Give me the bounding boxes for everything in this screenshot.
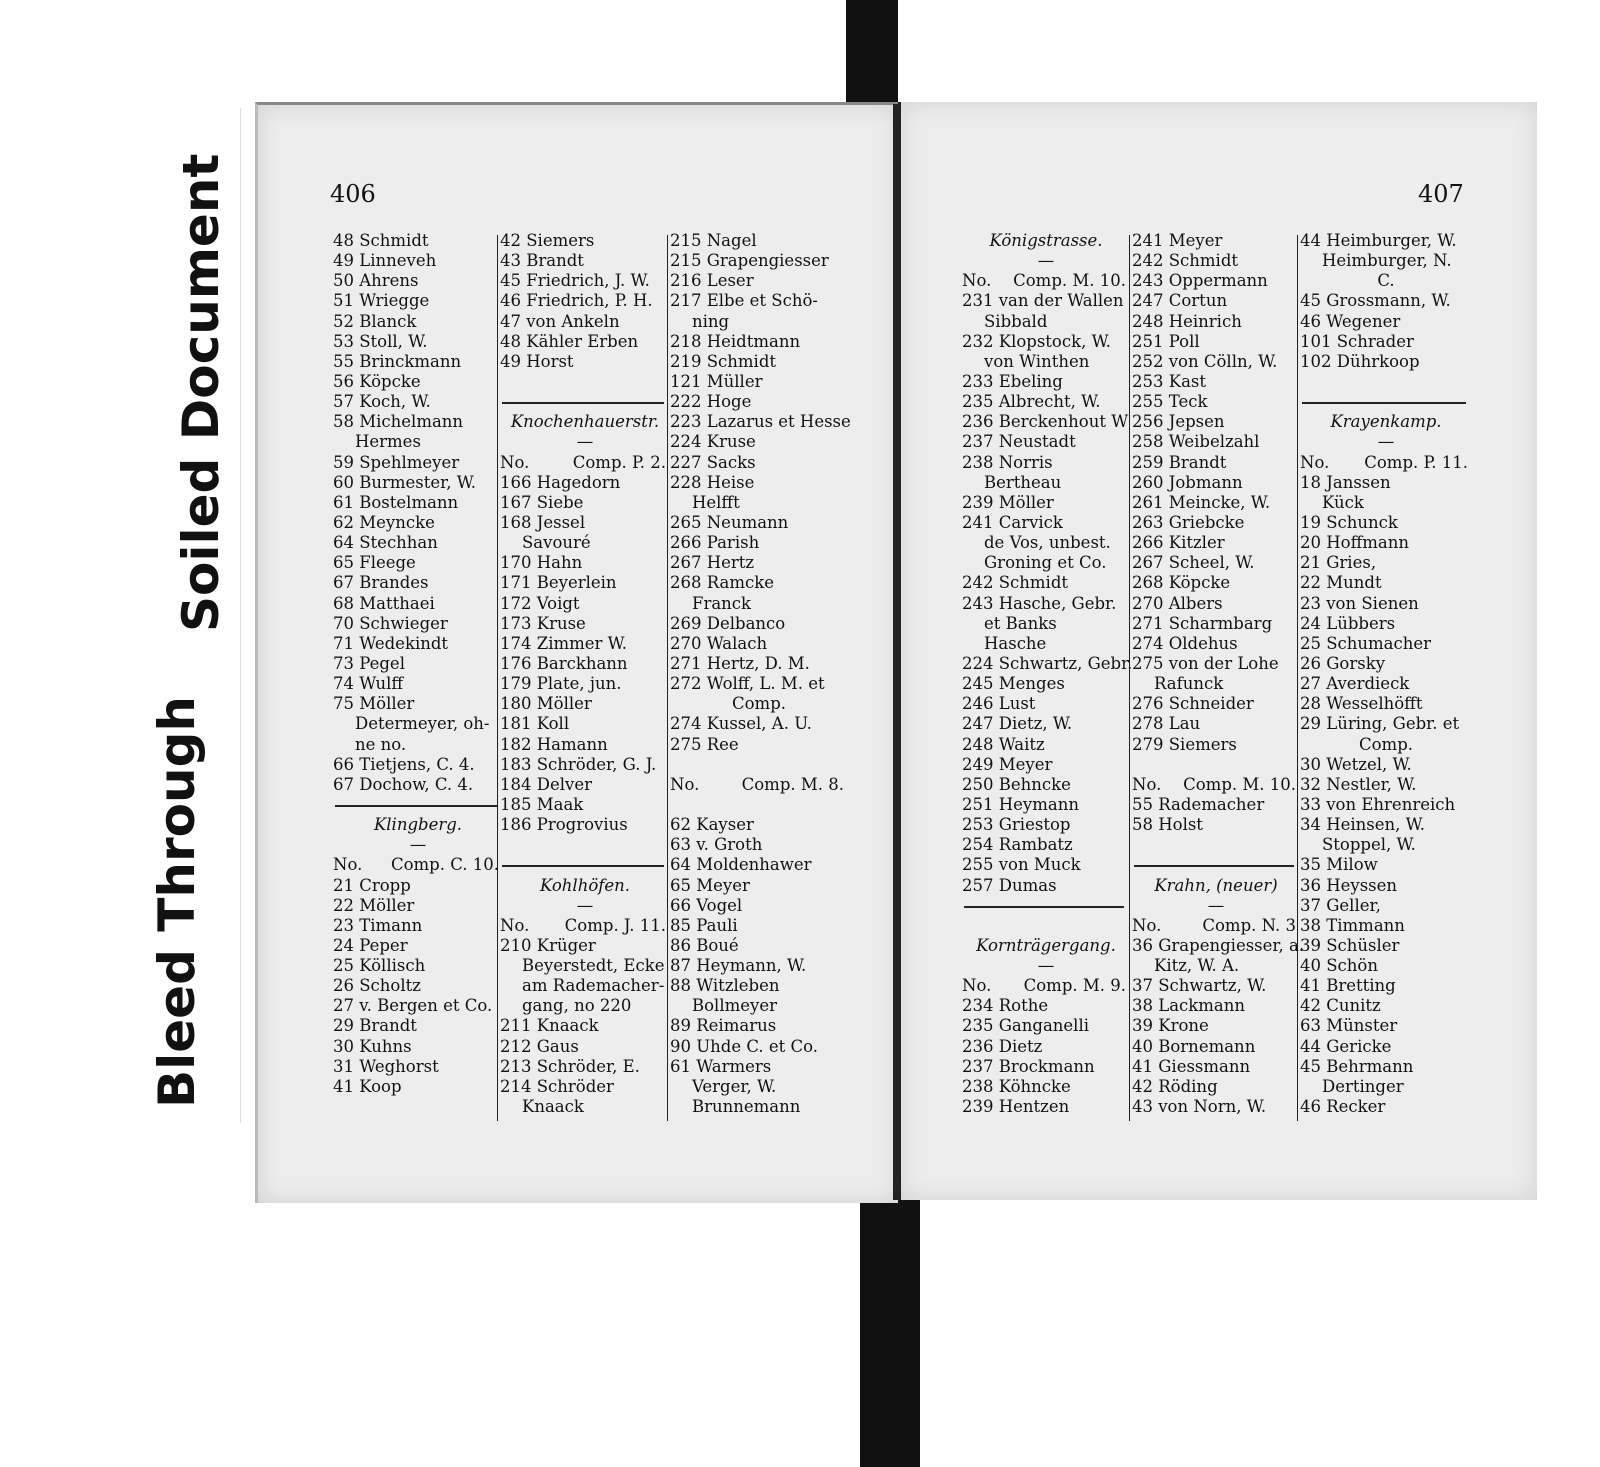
directory-entry: 243 Hasche, Gebr. (962, 593, 1117, 613)
directory-entry: Comp. (731, 694, 786, 714)
directory-entry: 67 Dochow, C. 4. (333, 774, 474, 794)
directory-entry: Heimburger, N. (1322, 251, 1452, 271)
directory-entry: 44 Gericke (1300, 1036, 1392, 1056)
company-line: No. Comp. M. 8. (670, 774, 844, 794)
directory-entry: 102 Dührkoop (1300, 351, 1420, 371)
directory-entry: 181 Koll (500, 714, 570, 734)
directory-entry: 261 Meincke, W. (1132, 492, 1271, 512)
directory-entry: 258 Weibelzahl (1132, 432, 1260, 452)
directory-entry: 41 Bretting (1300, 976, 1396, 996)
directory-entry: 182 Hamann (500, 734, 608, 754)
directory-entry: 238 Norris (962, 452, 1053, 472)
directory-entry: 167 Siebe (500, 492, 584, 512)
directory-entry: 213 Schröder, E. (500, 1056, 640, 1076)
directory-entry: 272 Wolff, L. M. et (670, 674, 825, 694)
directory-entry: 65 Fleege (333, 553, 416, 573)
directory-entry: 180 Möller (500, 694, 592, 714)
directory-entry: Knaack (522, 1097, 584, 1117)
directory-entry: 171 Beyerlein (500, 573, 617, 593)
directory-entry: 46 Wegener (1300, 311, 1401, 331)
directory-entry: 68 Matthaei (333, 593, 435, 613)
directory-entry: 265 Neumann (670, 512, 789, 532)
directory-entry: 237 Neustadt (962, 432, 1076, 452)
directory-entry: 224 Schwartz, Gebr. (962, 653, 1133, 673)
section-rule (1132, 855, 1300, 875)
directory-entry: 44 Heimburger, W. (1300, 231, 1457, 250)
directory-entry: 219 Schmidt (670, 351, 777, 371)
directory-entry: 247 Cortun (1132, 291, 1228, 311)
directory-entry: 279 Siemers (1132, 734, 1237, 754)
directory-entry: 269 Delbanco (670, 613, 786, 633)
right-page-number: 407 (1418, 180, 1464, 208)
directory-entry: Stoppel, W. (1322, 835, 1416, 855)
directory-entry: 222 Hoge (670, 392, 752, 412)
company-line: No. Comp. M. 10. (1132, 774, 1296, 794)
blank-line (500, 835, 670, 855)
directory-entry: 278 Lau (1132, 714, 1201, 734)
blank-line (670, 755, 848, 775)
directory-entry: 23 Timann (333, 915, 423, 935)
directory-entry: 40 Bornemann (1132, 1036, 1256, 1056)
directory-entry: 37 Schwartz, W. (1132, 976, 1267, 996)
directory-entry: 210 Krüger (500, 935, 596, 955)
directory-entry: 63 Münster (1300, 1016, 1398, 1036)
directory-entry: 271 Scharmbarg (1132, 613, 1273, 633)
directory-entry: 168 Jessel (500, 512, 586, 532)
directory-entry: 248 Heinrich (1132, 311, 1242, 331)
directory-entry: 58 Holst (1132, 815, 1203, 835)
directory-entry: 75 Möller (333, 694, 415, 714)
company-line: No. Comp. J. 11. (500, 915, 666, 935)
directory-entry: 101 Schrader (1300, 331, 1414, 351)
spine-band-bottom (860, 1198, 920, 1467)
directory-entry: 89 Reimarus (670, 1016, 777, 1036)
directory-entry: 254 Rambatz (962, 835, 1073, 855)
directory-entry: 276 Schneider (1132, 694, 1254, 714)
directory-entry: 52 Blanck (333, 311, 417, 331)
directory-entry: 231 van der Wallen (962, 291, 1124, 311)
directory-entry: 21 Gries, (1300, 553, 1377, 573)
directory-entry: 224 Kruse (670, 432, 756, 452)
directory-entry: 59 Spehlmeyer (333, 452, 460, 472)
directory-entry: 71 Wedekindt (333, 633, 449, 653)
directory-entry: 27 Averdieck (1300, 674, 1410, 694)
right-column-2 (1132, 231, 1305, 1117)
directory-entry: 214 Schröder (500, 1076, 614, 1096)
directory-entry: 253 Griestop (962, 815, 1071, 835)
directory-entry: 42 Siemers (500, 231, 595, 250)
directory-entry: 228 Heise (670, 472, 755, 492)
directory-entry: 121 Müller (670, 371, 763, 391)
directory-entry: 25 Schumacher (1300, 633, 1432, 653)
directory-entry: Helfft (692, 492, 740, 512)
directory-entry: Rafunck (1154, 674, 1224, 694)
directory-entry: 18 Janssen (1300, 472, 1391, 492)
blank-line (1132, 755, 1300, 775)
book-gutter (893, 104, 898, 1200)
directory-entry: 22 Möller (333, 895, 415, 915)
directory-entry: 41 Koop (333, 1076, 402, 1096)
directory-entry: am Rademacher- (522, 976, 665, 996)
directory-entry: 30 Kuhns (333, 1036, 412, 1056)
directory-entry: 237 Brockmann (962, 1056, 1095, 1076)
directory-entry: 235 Ganganelli (962, 1016, 1090, 1036)
document-label (0, 0, 230, 1120)
directory-entry: 36 Heyssen (1300, 875, 1398, 895)
directory-entry: 235 Albrecht, W. (962, 392, 1101, 412)
directory-entry: 48 Kähler Erben (500, 331, 639, 351)
directory-entry: 267 Hertz (670, 553, 755, 573)
blank-line (962, 916, 1130, 936)
directory-entry: 243 Oppermann (1132, 271, 1268, 291)
directory-entry: 53 Stoll, W. (333, 331, 428, 351)
directory-entry: 37 Geller, (1300, 895, 1381, 915)
directory-entry: 174 Zimmer W. (500, 633, 627, 653)
directory-entry: 270 Albers (1132, 593, 1223, 613)
street-heading: Klingberg. (373, 815, 463, 835)
directory-entry: 255 Teck (1132, 392, 1208, 412)
blank-line (670, 795, 848, 815)
directory-entry: 249 Meyer (962, 754, 1053, 774)
directory-entry: 39 Krone (1132, 1016, 1209, 1036)
left-page-number: 406 (330, 180, 376, 208)
directory-entry: et Banks (984, 613, 1057, 633)
directory-entry: 57 Koch, W. (333, 392, 431, 412)
directory-entry: 28 Wesselhöfft (1300, 694, 1423, 714)
spine-band-top (846, 0, 898, 104)
directory-entry: Kück (1322, 492, 1364, 512)
directory-entry: 23 von Sienen (1300, 593, 1419, 613)
directory-entry: 38 Timmann (1300, 915, 1405, 935)
directory-entry: 40 Schön (1300, 956, 1378, 976)
directory-entry: 166 Hagedorn (500, 472, 621, 492)
label-soiled-document: Soiled Document (172, 153, 230, 632)
blank-line (500, 372, 670, 392)
section-rule (500, 392, 670, 412)
directory-entry: 252 von Cölln, W. (1132, 351, 1278, 371)
directory-entry: — (1207, 895, 1225, 915)
directory-entry: 236 Berckenhout W (962, 412, 1129, 432)
directory-entry: 179 Plate, jun. (500, 674, 622, 694)
directory-entry: 58 Michelmann (333, 412, 464, 432)
directory-entry: 234 Rothe (962, 996, 1049, 1016)
directory-entry: Groning et Co. (984, 553, 1107, 573)
directory-entry: 242 Schmidt (1132, 251, 1239, 271)
directory-entry: 49 Linneveh (333, 251, 437, 271)
directory-entry: 223 Lazarus et Hesse (670, 412, 851, 432)
directory-entry: 45 Behrmann (1300, 1056, 1414, 1076)
directory-entry: Comp. (1358, 734, 1413, 754)
directory-entry: Brunnemann (692, 1097, 801, 1117)
directory-entry: 218 Heidtmann (670, 331, 801, 351)
company-line: No. Comp. C. 10. (333, 855, 499, 875)
section-rule (333, 795, 503, 815)
directory-entry: 247 Dietz, W. (962, 714, 1073, 734)
directory-entry: Beyerstedt, Ecke (522, 956, 665, 976)
directory-entry: 47 von Ankeln (500, 311, 620, 331)
street-heading: Krayenkamp. (1330, 412, 1442, 432)
directory-entry: 64 Stechhan (333, 533, 438, 553)
directory-entry: 66 Tietjens, C. 4. (333, 754, 475, 774)
directory-entry: 29 Brandt (333, 1016, 417, 1036)
directory-entry: — (1037, 251, 1055, 271)
section-rule (500, 855, 670, 875)
street-heading: Krahn, (neuer) (1154, 875, 1278, 895)
section-rule (1300, 392, 1472, 412)
directory-entry: 39 Schüsler (1300, 935, 1400, 955)
directory-entry: 251 Poll (1132, 331, 1200, 351)
directory-entry: C. (1377, 271, 1395, 291)
directory-entry: 62 Kayser (670, 815, 754, 835)
directory-entry: 21 Cropp (333, 875, 411, 895)
directory-entry: 61 Warmers (670, 1056, 772, 1076)
directory-entry: 26 Gorsky (1300, 653, 1386, 673)
directory-entry: 65 Meyer (670, 875, 750, 895)
directory-entry: 74 Wulff (333, 674, 404, 694)
directory-entry: Kitz, W. A. (1154, 956, 1240, 976)
directory-entry: 211 Knaack (500, 1016, 599, 1036)
directory-entry: 43 von Norn, W. (1132, 1097, 1267, 1117)
directory-entry: 227 Sacks (670, 452, 756, 472)
directory-entry: 246 Lust (962, 694, 1036, 714)
directory-entry: ne no. (355, 734, 407, 754)
directory-entry: 38 Lackmann (1132, 996, 1246, 1016)
directory-entry: de Vos, unbest. (984, 533, 1111, 553)
right-column-3 (1300, 231, 1472, 1117)
directory-entry: Bertheau (984, 472, 1062, 492)
directory-entry: 45 Friedrich, J. W. (500, 271, 650, 291)
directory-entry: 239 Möller (962, 492, 1054, 512)
directory-entry: 60 Burmester, W. (333, 472, 477, 492)
directory-entry: 90 Uhde C. et Co. (670, 1036, 819, 1056)
column-divider (497, 235, 498, 1121)
directory-entry: — (1377, 432, 1395, 452)
column-divider (667, 235, 668, 1121)
directory-entry: 55 Brinckmann (333, 351, 462, 371)
directory-entry: 216 Leser (670, 271, 754, 291)
directory-entry: 26 Scholtz (333, 976, 421, 996)
street-heading: Knochenhauerstr. (510, 412, 660, 432)
directory-entry: 239 Hentzen (962, 1097, 1070, 1117)
directory-entry: 33 von Ehrenreich (1300, 794, 1456, 814)
directory-entry: 41 Giessmann (1132, 1056, 1251, 1076)
directory-entry: Hermes (355, 432, 421, 452)
directory-entry: 32 Nestler, W. (1300, 774, 1417, 794)
directory-entry: 266 Kitzler (1132, 533, 1225, 553)
directory-entry: 259 Brandt (1132, 452, 1227, 472)
directory-entry: 61 Bostelmann (333, 492, 459, 512)
directory-entry: — (576, 895, 594, 915)
directory-entry: 266 Parish (670, 533, 760, 553)
directory-entry: 185 Maak (500, 794, 584, 814)
directory-entry: 215 Grapengiesser (670, 251, 829, 271)
directory-entry: 66 Vogel (670, 895, 743, 915)
directory-entry: Determeyer, oh- (355, 714, 490, 734)
directory-entry: 248 Waitz (962, 734, 1045, 754)
directory-entry: 238 Köhncke (962, 1076, 1071, 1096)
directory-entry: 34 Heinsen, W. (1300, 815, 1425, 835)
directory-entry: 250 Behncke (962, 774, 1071, 794)
column-divider (1297, 235, 1298, 1121)
directory-entry: 271 Hertz, D. M. (670, 653, 810, 673)
directory-entry: 232 Klopstock, W. (962, 331, 1111, 351)
directory-entry: 29 Lüring, Gebr. et (1300, 714, 1460, 734)
directory-entry: 255 von Muck (962, 855, 1081, 875)
directory-entry: 245 Menges (962, 674, 1065, 694)
directory-entry: 260 Jobmann (1132, 472, 1243, 492)
directory-entry: 56 Köpcke (333, 371, 421, 391)
directory-entry: 46 Friedrich, P. H. (500, 291, 653, 311)
right-column-1 (962, 231, 1133, 1117)
directory-entry: 49 Horst (500, 351, 574, 371)
directory-entry: 183 Schröder, G. J. (500, 754, 657, 774)
directory-entry: 22 Mundt (1300, 573, 1382, 593)
directory-entry: 251 Heymann (962, 794, 1079, 814)
label-bleed-through: Bleed Through (148, 696, 206, 1108)
directory-entry: 267 Scheel, W. (1132, 553, 1255, 573)
left-column-2 (500, 231, 670, 1117)
directory-entry: Dertinger (1322, 1076, 1404, 1096)
directory-entry: 263 Griebcke (1132, 512, 1245, 532)
directory-entry: 19 Schunck (1300, 512, 1398, 532)
directory-entry: 88 Witzleben (670, 976, 780, 996)
directory-entry: 173 Kruse (500, 613, 586, 633)
directory-entry: 64 Moldenhawer (670, 855, 812, 875)
column-divider (1129, 235, 1130, 1121)
left-column-3 (670, 231, 851, 1117)
blank-line (1300, 372, 1472, 392)
directory-entry: 215 Nagel (670, 231, 757, 250)
blank-line (1132, 835, 1300, 855)
directory-entry: 172 Voigt (500, 593, 580, 613)
directory-entry: 257 Dumas (962, 875, 1057, 895)
directory-entry: 236 Dietz (962, 1036, 1043, 1056)
directory-entry: 62 Meyncke (333, 512, 435, 532)
street-heading: Kornträgergang. (976, 935, 1116, 955)
directory-entry: von Winthen (984, 351, 1090, 371)
directory-entry: 241 Carvick (962, 512, 1063, 532)
directory-entry: 46 Recker (1300, 1097, 1386, 1117)
directory-entry: 170 Hahn (500, 553, 583, 573)
directory-entry: — (409, 835, 427, 855)
directory-entry: 268 Ramcke (670, 573, 775, 593)
directory-entry: — (576, 432, 594, 452)
company-line: No. Comp. P. 2. (500, 452, 666, 472)
directory-entry: 186 Progrovius (500, 815, 628, 835)
directory-entry: 51 Wriegge (333, 291, 430, 311)
directory-entry: 25 Köllisch (333, 956, 426, 976)
directory-entry: 217 Elbe et Schö- (670, 291, 818, 311)
company-line: No. Comp. M. 10. (962, 271, 1126, 291)
directory-entry: 233 Ebeling (962, 371, 1063, 391)
street-heading: Königstrasse. (989, 231, 1103, 250)
directory-entry: Sibbald (984, 311, 1048, 331)
directory-entry: Verger, W. (692, 1076, 777, 1096)
directory-entry: gang, no 220 (522, 996, 632, 1016)
directory-entry: 86 Boué (670, 935, 739, 955)
section-rule (962, 896, 1130, 916)
directory-entry: 24 Peper (333, 935, 408, 955)
left-column-1 (333, 231, 503, 1097)
directory-entry: 70 Schwieger (333, 613, 448, 633)
directory-entry: 184 Delver (500, 774, 592, 794)
company-line: No. Comp. N. 3 (1132, 915, 1296, 935)
directory-entry: 67 Brandes (333, 573, 429, 593)
directory-entry: 85 Pauli (670, 915, 738, 935)
directory-entry: 36 Grapengiesser, a. (1132, 935, 1305, 955)
directory-entry: 275 von der Lohe (1132, 653, 1279, 673)
directory-entry: 256 Jepsen (1132, 412, 1225, 432)
directory-entry: 275 Ree (670, 734, 739, 754)
directory-entry: 176 Barckhann (500, 653, 628, 673)
directory-entry: 270 Walach (670, 633, 768, 653)
directory-entry: 274 Kussel, A. U. (670, 714, 812, 734)
directory-entry: 268 Köpcke (1132, 573, 1231, 593)
directory-entry: 24 Lübbers (1300, 613, 1396, 633)
directory-entry: 30 Wetzel, W. (1300, 754, 1412, 774)
directory-entry: 63 v. Groth (670, 835, 763, 855)
company-line: No. Comp. M. 9. (962, 976, 1126, 996)
directory-entry: 212 Gaus (500, 1036, 579, 1056)
directory-entry: 45 Grossmann, W. (1300, 291, 1451, 311)
directory-entry: 31 Weghorst (333, 1056, 439, 1076)
directory-entry: Savouré (522, 533, 591, 553)
directory-entry: Bollmeyer (692, 996, 777, 1016)
directory-entry: 48 Schmidt (333, 231, 429, 250)
directory-entry: 87 Heymann, W. (670, 956, 807, 976)
directory-entry: 253 Kast (1132, 371, 1207, 391)
directory-entry: 27 v. Bergen et Co. (333, 996, 493, 1016)
directory-entry: — (1037, 956, 1055, 976)
directory-entry: 42 Röding (1132, 1076, 1218, 1096)
street-heading: Kohlhöfen. (539, 875, 631, 895)
directory-entry: 73 Pegel (333, 653, 405, 673)
directory-entry: ning (692, 311, 730, 331)
directory-entry: 35 Milow (1300, 855, 1378, 875)
directory-entry: Franck (692, 593, 752, 613)
directory-entry: 274 Oldehus (1132, 633, 1238, 653)
company-line: No. Comp. P. 11. (1300, 452, 1468, 472)
directory-entry: 55 Rademacher (1132, 794, 1265, 814)
directory-entry: Hasche (984, 633, 1047, 653)
directory-entry: 241 Meyer (1132, 231, 1223, 250)
directory-entry: 20 Hoffmann (1300, 533, 1410, 553)
directory-entry: 43 Brandt (500, 251, 584, 271)
directory-entry: 42 Cunitz (1300, 996, 1381, 1016)
directory-entry: 242 Schmidt (962, 573, 1069, 593)
directory-entry: 50 Ahrens (333, 271, 419, 291)
